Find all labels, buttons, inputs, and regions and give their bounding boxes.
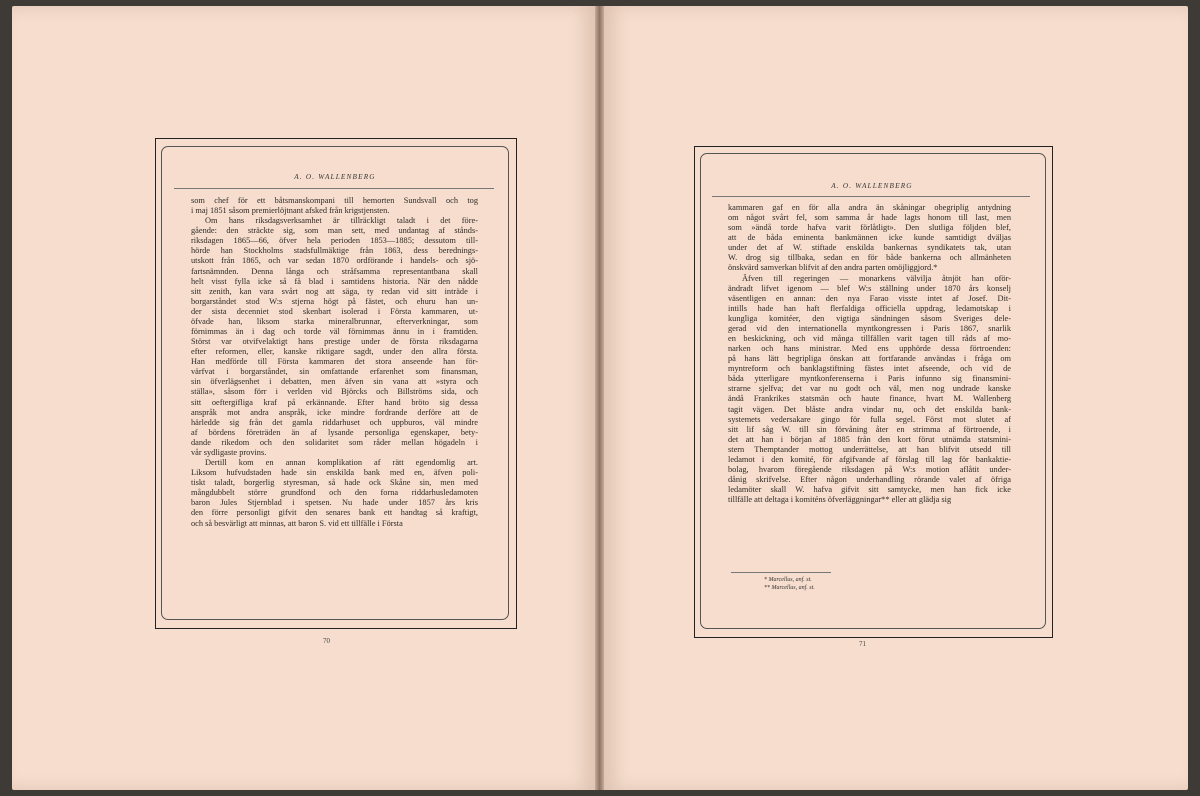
text-line: som »ändå torde hafva varit förlåtligt». Den slutliga följden blef,	[728, 223, 1011, 233]
text-line: att de båda eminenta bankmännen icke kunde samtidigt dväljas	[728, 233, 1011, 243]
text-line: sitt zenith, kan vara svårt nog att säga, ty redan vid sitt inträde i	[191, 286, 478, 296]
text-line: i maj 1851 såsom premierlöjtnant afsked från krigstjensten.	[191, 206, 390, 216]
text-line: tiskt taladt, borgerlig styresman, så hade ock Skåne sin, men med	[191, 478, 478, 488]
text-line: kammaren gaf en för alla andra än skåningar obegriplig antydning	[728, 203, 1011, 212]
text-line: om något svårt fel, som samma år hade lagts honom till last, men	[728, 213, 1011, 223]
text-line: den förre personligt gifvit den senares bank ett handtag så kraftigt,	[191, 508, 478, 518]
text-line: ändå Frankrikes statsmän och haute finance, hvart M. Wallenberg	[728, 394, 1011, 404]
text-line: dande rikedom och den solidaritet som råder mellan högadeln i	[191, 437, 478, 447]
text-line: ändradt lifvet igenom — blef W:s ställning under 1870 års konselj	[728, 283, 1011, 293]
text-line: W. drog sig tillbaka, sedan en för både bankerna och allmänheten	[728, 253, 1011, 263]
text-line: värfvat i borgarståndet, sin omfattande erfarenhet som finansman,	[191, 367, 478, 377]
text-line: sin öfverlägsenhet i debatten, men äfven sin vana att »styra och	[191, 377, 478, 387]
text-line: Liksom hufvudstaden hade sin enskilda bank med en, äfven poli-	[191, 468, 478, 478]
text-line: gående: den sträckte sig, som man sett, med undantag af stånds-	[191, 226, 478, 236]
text-line: baron Jules Stjernblad i spetsen. Nu hade under 1857 års kris	[191, 498, 478, 508]
text-line: sitt lif såg W. till sin förvåning åter en strimma af förtroende, i	[728, 424, 1011, 434]
running-head: A. O. WALLENBERG	[294, 173, 376, 181]
text-line: gerad vid den internationella myntkongressen i Paris 1867, snarlik	[728, 323, 1011, 333]
text-line: en beskickning, och vid många tillfällen varit tagen till råds af mo-	[728, 334, 1011, 344]
text-line: det att han i början af 1885 från den kort förut utnämda statsmini-	[728, 434, 1011, 444]
footnote: ** Marcellus, anf. st.	[764, 585, 815, 591]
text-line: öfvade han, liksom starka mineralbrunnar, efterverkningar, som	[191, 316, 478, 326]
footnote: * Marcellus, anf. st.	[764, 577, 812, 583]
text-line: tagit vägen. Det blåste andra vindar nu, och det enskilda bank-	[728, 404, 1011, 414]
text-line: hörde han Stockholms stadsfullmäktige från 1863, dess berednings-	[191, 246, 478, 256]
page-number: 71	[859, 640, 866, 648]
text-line: Dertill kom en annan komplikation af rätt egendomlig art.	[205, 458, 478, 468]
text-line: och så besvärligt att minnas, att baron S. vid ett tillfälle i Första	[191, 518, 403, 528]
left-page	[12, 6, 595, 790]
text-line: Äfven till regeringen — monarkens välvilja åtnjöt han oför-	[742, 273, 1011, 283]
text-line: önskvärd samverkan blifvit af den andra parten omöjliggjord.*	[728, 263, 938, 273]
text-line: vår sydligaste provins.	[191, 447, 267, 457]
text-line: båda ytterligare myntkonferenserna i Paris infunno sig finansmini-	[728, 374, 1011, 384]
text-line: sitt oeftergifliga kraf på erkännande. Efter hand bröto sig dessa	[191, 397, 478, 407]
text-line: tillfälle att deltaga i komiténs öfverläggningar** eller att glädja sig	[728, 495, 952, 505]
page-number: 70	[323, 637, 330, 645]
text-line: förnimmas än i dag och torde väl förnimmas ännu in i framtiden.	[191, 327, 478, 337]
text-line: anspråk mot andra anspråk, icke mindre fordrande derföre att de	[191, 407, 478, 417]
text-line: systemets vedersakare gingo för fulla segel. Först mot slutet af	[728, 414, 1011, 424]
text-line: af bördens företräden än af lysande personliga egenskaper, bety-	[191, 427, 478, 437]
text-line: efter reformen, eller, kanske riktigare sagdt, under den allra första.	[191, 347, 478, 357]
text-line: kungliga komitéer, den vigtiga sändningen såsom Sveriges dele-	[728, 313, 1011, 323]
text-line: riksdagen 1865—66, öfver hela perioden 1853—1885; dessutom till-	[191, 236, 478, 246]
book-gutter	[595, 6, 604, 790]
footnote-rule	[731, 572, 831, 573]
text-line: narken och hans ministrar. Med ens upphörde dessa förtroenden:	[728, 344, 1011, 354]
page-body-text	[191, 196, 478, 529]
text-line: stern Themptander mottog underrättelse, att han blifvit utsedd till	[728, 444, 1011, 454]
page-body-text	[728, 203, 1011, 505]
text-line: mångdubbelt större grundfond och den forna riddarhusledamoten	[191, 488, 478, 498]
text-line: utskott från 1865, och var sedan 1870 ordförande i handels- och sjö-	[191, 256, 478, 266]
text-line: ställa», såsom förr i verlden vid Björcks och Billströms sida, och	[191, 387, 478, 397]
header-rule	[174, 188, 494, 189]
text-line: intills hade han haft flerfaldiga officiella uppdrag, ledamotskap i	[728, 303, 1011, 313]
footnotes	[764, 576, 964, 592]
text-line: Han medförde till Första kammaren det stora anseende han för-	[191, 357, 478, 367]
text-line: ledamot i den komité, för afgifvande af förslag till lag för bankaktie-	[728, 454, 1011, 464]
right-page	[604, 6, 1188, 790]
text-line: Om hans riksdagsverksamhet är tillräckligt taladt i det före-	[205, 216, 478, 226]
text-line: myntreform och banklagstiftning fästes intet afseende, och vid de	[728, 364, 1011, 374]
text-line: Störst var otvifvelaktigt hans prestige under de första riksdagarna	[191, 337, 478, 347]
text-line: ledamöter skall W. hafva gifvit sitt samtycke, men han fick icke	[728, 485, 1011, 495]
text-line: under det af W. stiftade enskilda bankernas syndikatets tak, utan	[728, 243, 1011, 253]
text-line: härledde sig från det gamla riddarhuset och uppburos, väl mindre	[191, 417, 478, 427]
text-line: fartsnämnden. Denna långa och stråfsamma representantbana skall	[191, 266, 478, 276]
text-line: väsentligen en annan: den nya Farao visste intet af Josef. Dit-	[728, 293, 1011, 303]
text-line: borgarståndet stod W:s stjerna högt på fästet, och ehuru han un-	[191, 296, 478, 306]
text-line: helt visst fylla icke så få blad i samtidens historia. När den nådde	[191, 276, 478, 286]
text-line: dånig skrifvelse. Efter någon underhandling rörande valet af öfriga	[728, 475, 1011, 485]
text-line: på hans lätt begripliga önskan att fortfarande användas i fråga om	[728, 354, 1011, 364]
text-line: som chef för ett båtsmanskompani till hemorten Sundsvall och tog	[191, 196, 478, 205]
running-head: A. O. WALLENBERG	[831, 182, 913, 190]
header-rule	[712, 196, 1030, 197]
text-line: der sista decenniet stod skenbart isolerad i Första kammaren, ut-	[191, 306, 478, 316]
text-line: bolag, hvarom föregående riksdagen på W:s motion aflåtit under-	[728, 465, 1011, 475]
text-line: strarne sjelfva; det var nu godt och väl, men nog undrade kanske	[728, 384, 1011, 394]
